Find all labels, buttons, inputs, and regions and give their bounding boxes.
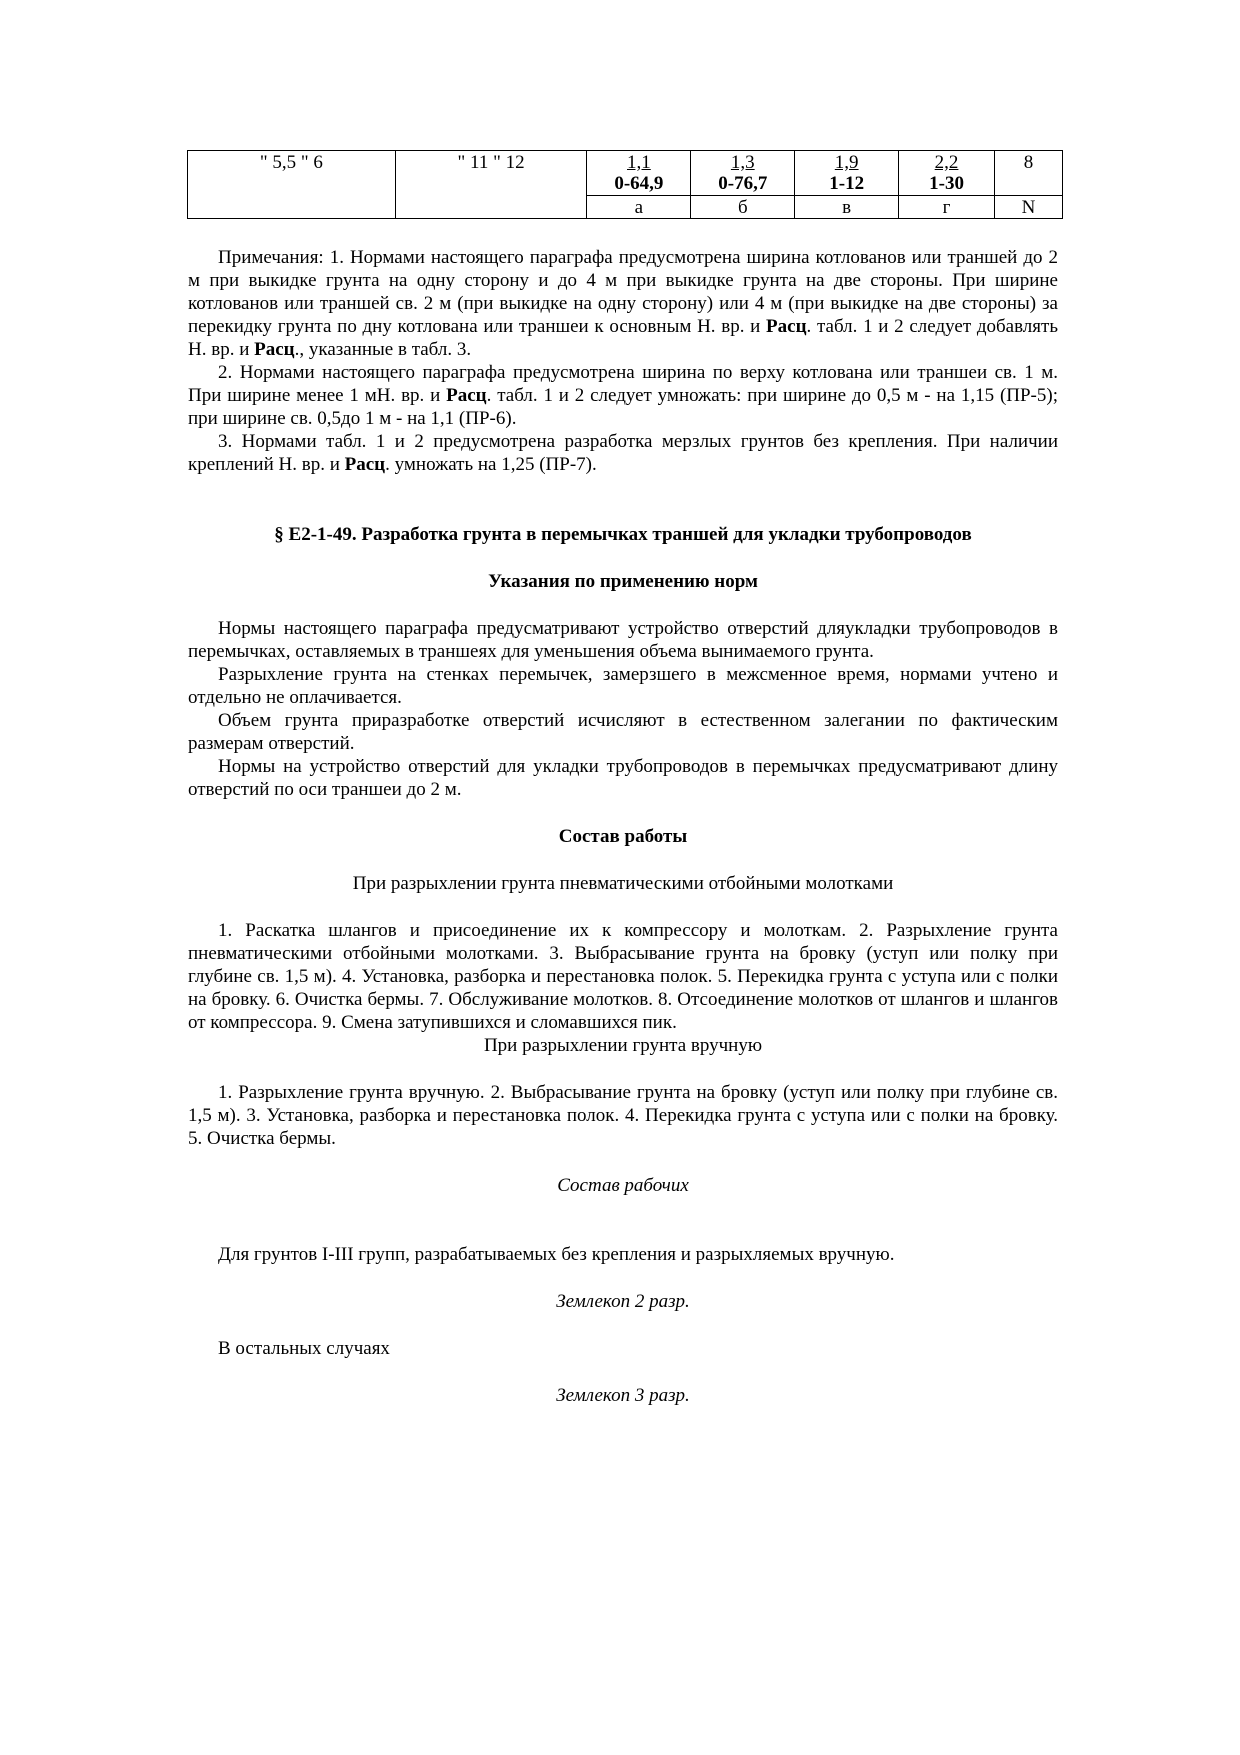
- norm-time: 1,3: [730, 152, 755, 173]
- table-cell-g: [899, 151, 995, 196]
- table-cell-b: [691, 151, 795, 196]
- note-3: 3. Нормами табл. 1 и 2 предусмотрена разработка мерзлых грунтов без крепления. При наличии креплений Н. вр. и Расц. умножать на 1,25 (ПР-7).: [188, 431, 1058, 475]
- table-row: [188, 151, 1063, 196]
- manual-title: При разрыхлении грунта вручную: [483, 1035, 763, 1056]
- guide-title: Указания по применению норм: [488, 571, 758, 592]
- note-1: Примечания: 1. Нормами настоящего параграфа предусмотрена ширина котлованов или траншей до 2 м при выкидке грунта на одну сторону и до 4 м при выкидке грунта на две стороны. При ширине котлованов или траншей св. 2 м (при выкидке на одну сторону) или 4 м (при выкидке на две стороны) за перекидку грунта по дну котлована или траншеи к основным Н. вр. и Расц. табл. 1 и 2 следует добавлять Н. вр. и Расц., указанные в табл. 3.: [188, 247, 1058, 360]
- column-letter: б: [691, 196, 795, 219]
- column-letter: г: [899, 196, 995, 219]
- norm-time: 2,2: [934, 152, 959, 173]
- section-title: § Е2-1-49. Разработка грунта в перемычках траншей для укладки трубопроводов: [274, 524, 972, 545]
- column-letter: а: [587, 196, 691, 219]
- table-cell-range: " 11 " 12: [395, 151, 587, 219]
- table-cell-v: [795, 151, 899, 196]
- table-cell-row-number: 8: [995, 151, 1063, 196]
- guide-paragraph: Нормы на устройство отверстий для укладки трубопроводов в перемычках предусматривают длину отверстий по оси траншеи до 2 м.: [188, 756, 1058, 800]
- norm-time: 1,9: [834, 152, 859, 173]
- column-letter: в: [795, 196, 899, 219]
- pneumatic-title: При разрыхлении грунта пневматическими отбойными молотками: [352, 873, 894, 894]
- case-1: Для грунтов I-III групп, разрабатываемых без крепления и разрыхляемых вручную.: [218, 1244, 895, 1265]
- norms-table: [187, 150, 1063, 219]
- guide-paragraph: Объем грунта приразработке отверстий исчисляют в естественном залегании по фактическим размерам отверстий.: [188, 710, 1058, 754]
- column-letter: N: [995, 196, 1063, 219]
- table-cell-a: [587, 151, 691, 196]
- document-page: [188, 150, 1058, 1407]
- notes: [188, 246, 1058, 476]
- norm-time: 1,1: [627, 152, 651, 173]
- guide-paragraph: Разрыхление грунта на стенках перемычек, замерзшего в межсменное время, нормами учтено и отдельно не оплачивается.: [188, 664, 1058, 708]
- manual-text: 1. Разрыхление грунта вручную. 2. Выбрасывание грунта на бровку (уступ или полку при глубине св. 1,5 м). 3. Установка, разборка и перестановка полок. 4. Перекидка грунта с уступа или с полки на бровку. 5. Очистка бермы.: [188, 1082, 1058, 1149]
- guide-text: [188, 617, 1058, 801]
- work-title: Состав работы: [558, 826, 688, 847]
- table-cell-thickness: " 5,5 " 6: [188, 151, 396, 219]
- rate: 0-76,7: [718, 173, 768, 194]
- worker-1: Землекоп 2 разр.: [556, 1291, 690, 1312]
- pneumatic-text: 1. Раскатка шлангов и присоединение их к компрессору и молоткам. 2. Разрыхление грунта пневматическими отбойными молотками. 3. Выбрасывание грунта на бровку (уступ или полку при глубине св. 1,5 м). 4. Установка, разборка и перестановка полок. 5. Перекидка грунта с уступа или с полки на бровку. 6. Очистка бермы. 7. Обслуживание молотков. 8. Отсоединение молотков от шлангов и шлангов от компрессора. 9. Смена затупившихся и сломавшихся пик.: [188, 920, 1058, 1033]
- rate: 0-64,9: [614, 173, 664, 194]
- guide-paragraph: Нормы настоящего параграфа предусматривают устройство отверстий дляукладки трубопроводов в перемычках, оставляемых в траншеях для уменьшения объема вынимаемого грунта.: [188, 618, 1058, 662]
- case-2: В остальных случаях: [218, 1338, 390, 1359]
- rate: 1-30: [929, 173, 964, 194]
- note-2: 2. Нормами настоящего параграфа предусмотрена ширина по верху котлована или траншеи св. 1 м. При ширине менее 1 мН. вр. и Расц. табл. 1 и 2 следует умножать: при ширине до 0,5 м - на 1,15 (ПР-5); при ширине св. 0,5до 1 м - на 1,1 (ПР-6).: [188, 362, 1058, 429]
- workers-title: Состав рабочих: [557, 1175, 689, 1196]
- worker-2: Землекоп 3 разр.: [556, 1385, 690, 1406]
- rate: 1-12: [829, 173, 865, 194]
